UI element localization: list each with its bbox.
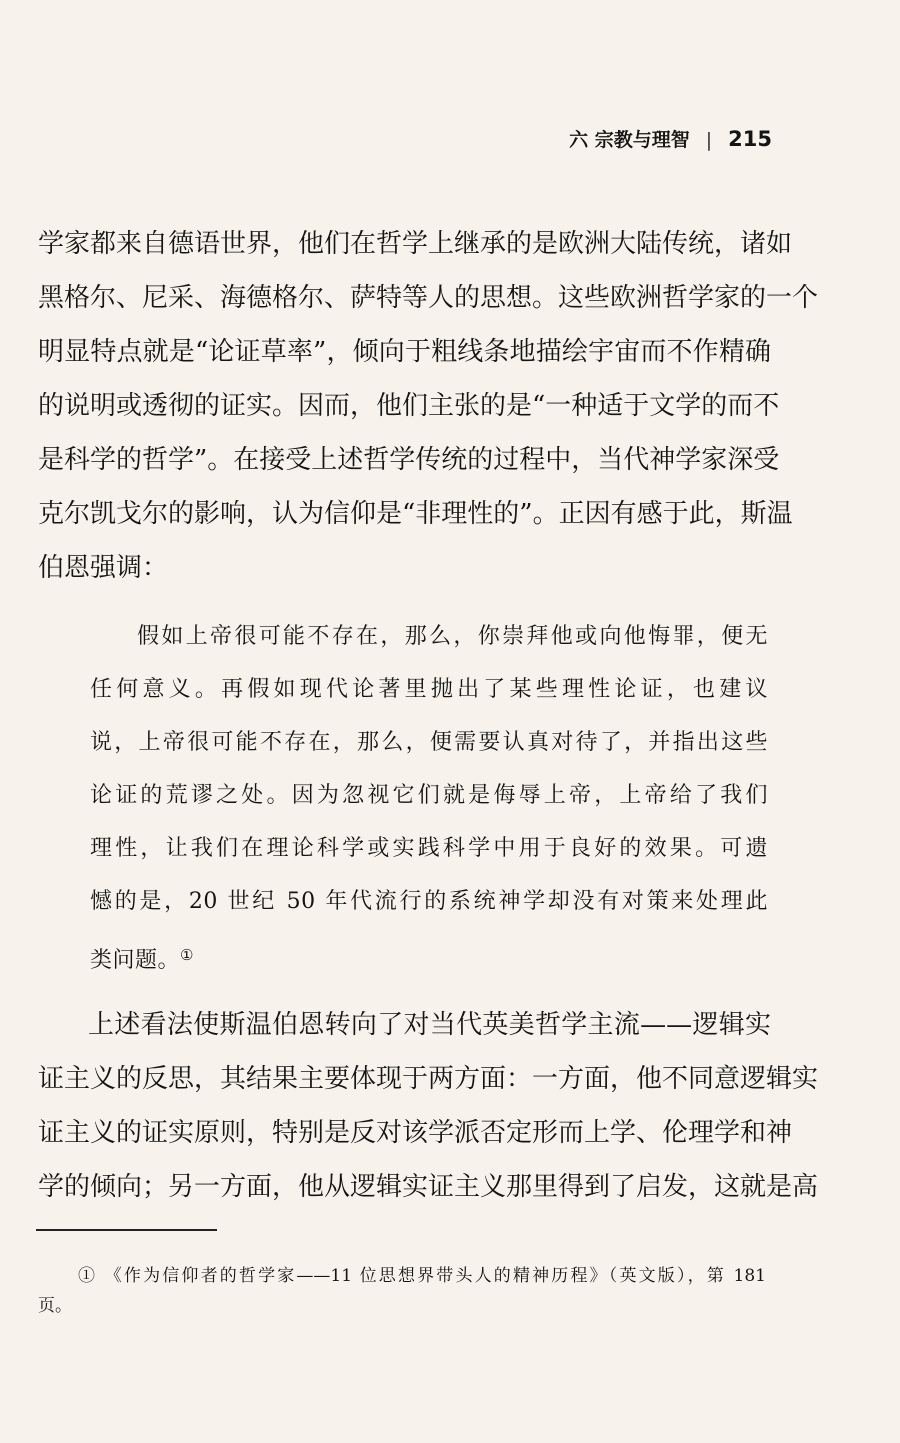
quote-line: 任何意义。再假如现代论著里抛出了某些理性论证，也建议 (90, 677, 768, 702)
quote-line: 憾的是，20 世纪 50 年代流行的系统神学却没有对策来处理此 (90, 889, 768, 914)
quote-line: 假如上帝很可能不存在，那么，你崇拜他或向他悔罪，便无 (137, 624, 768, 649)
body-line: 学家都来自德语世界，他们在哲学上继承的是欧洲大陆传统，诸如 (38, 229, 793, 259)
page-number: 215 (728, 127, 772, 151)
body-line: 克尔凯戈尔的影响，认为信仰是“非理性的”。正因有感于此，斯温 (38, 499, 793, 529)
quote-line: 理性，让我们在理论科学或实践科学中用于良好的效果。可遗 (90, 836, 768, 861)
body-line: 学的倾向；另一方面，他从逻辑实证主义那里得到了启发，这就是高 (38, 1172, 819, 1202)
body-line: 是科学的哲学”。在接受上述哲学传统的过程中，当代神学家深受 (38, 445, 780, 475)
body-line: 伯恩强调： (38, 553, 169, 583)
body-line: 上述看法使斯温伯恩转向了对当代英美哲学主流——逻辑实 (88, 1010, 771, 1040)
running-head (569, 124, 772, 155)
footnote-text: ① 《作为信仰者的哲学家——11 位思想界带头人的精神历程》（英文版），第 181 (78, 1266, 766, 1286)
quote-line (90, 935, 194, 981)
body-line: 证主义的证实原则，特别是反对该学派否定形而上学、伦理学和神 (38, 1118, 793, 1148)
header-separator: | (705, 129, 713, 151)
quote-line: 论证的荒谬之处。因为忽视它们就是侮辱上帝，上帝给了我们 (90, 783, 768, 808)
body-line: 的说明或透彻的证实。因而，他们主张的是“一种适于文学的而不 (38, 391, 780, 421)
body-line: 证主义的反思，其结果主要体现于两方面：一方面，他不同意逻辑实 (38, 1064, 819, 1094)
body-line: 黑格尔、尼采、海德格尔、萨特等人的思想。这些欧洲哲学家的一个 (38, 283, 819, 313)
body-line: 明显特点就是“论证草率”，倾向于粗线条地描绘宇宙而不作精确 (38, 337, 771, 367)
quote-line: 说，上帝很可能不存在，那么，便需要认真对待了，并指出这些 (90, 730, 768, 755)
footnote-reference[interactable]: ① (180, 946, 194, 964)
footnote-rule (36, 1229, 217, 1231)
footnote-text: 页。 (38, 1296, 72, 1316)
chapter-title: 六 宗教与理智 (569, 129, 690, 151)
quote-line-text: 类问题。 (90, 948, 181, 973)
